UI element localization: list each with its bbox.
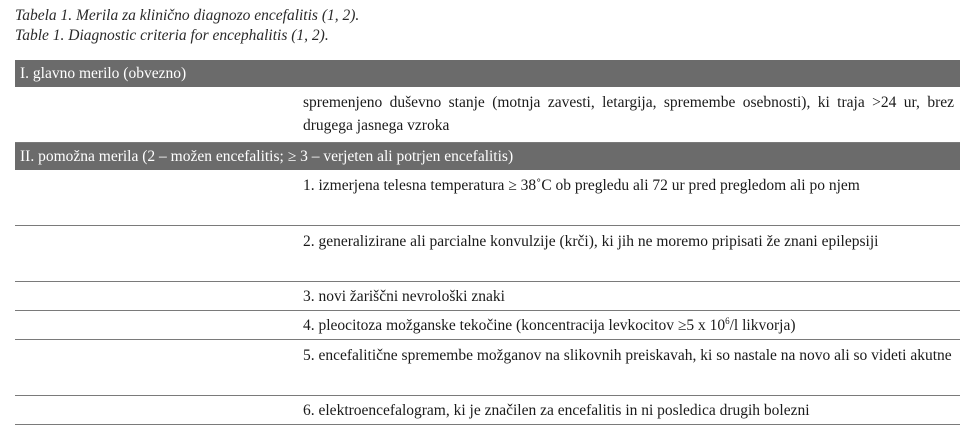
- criteria-table: [15, 60, 960, 425]
- criterion-fever: 1. izmerjena telesna temperatura ≥ 38˚C ob pregledu ali 72 ur pred pregledom ali po njem: [303, 177, 860, 194]
- table-row: [15, 311, 960, 340]
- table-row: [15, 396, 960, 425]
- criterion-focal-neurological-signs: 3. novi žariščni nevrološki znaki: [303, 288, 505, 305]
- section-header-minor-criteria: II. pomožna merila (2 – možen encefalitis; ≥ 3 – verjeten ali potrjen encefalitis): [15, 143, 960, 170]
- caption-english: Table 1. Diagnostic criteria for encephalitis (1, 2).: [15, 27, 329, 44]
- criterion-altered-mental-state: spremenjeno duševno stanje (motnja zavesti, letargija, spremembe osebnosti), ki traja >24 ur, brez drugega jasnega vzroka: [303, 94, 954, 134]
- criterion-seizures: 2. generalizirane ali parcialne konvulzije (krči), ki jih ne moremo pripisati že znani epilepsiji: [303, 233, 879, 250]
- criterion-csf-pleocytosis-exponent: 6: [725, 316, 730, 326]
- criterion-csf-pleocytosis: [303, 314, 954, 337]
- table-row: [15, 340, 960, 396]
- criterion-neuroimaging: 5. encefalitične spremembe možganov na slikovnih preiskavah, ki so nastale na novo ali so videti akutne: [303, 347, 952, 364]
- table-row: [15, 170, 960, 226]
- table-caption: [15, 6, 359, 46]
- caption-slovenian: Tabela 1. Merila za klinično diagnozo encefalitis (1, 2).: [15, 7, 360, 24]
- criterion-csf-pleocytosis-suffix: /l likvorja): [729, 317, 796, 334]
- criterion-eeg: 6. elektroencefalogram, ki je značilen za encefalitis in ni posledica drugih bolezni: [303, 402, 810, 419]
- section-header-major-criterion: I. glavno merilo (obvezno): [15, 60, 960, 87]
- table-row: [15, 87, 960, 143]
- criterion-csf-pleocytosis-text: 4. pleocitoza možganske tekočine (koncentracija levkocitov ≥5 x 10: [303, 317, 726, 334]
- table-row: [15, 226, 960, 282]
- table-row: [15, 282, 960, 311]
